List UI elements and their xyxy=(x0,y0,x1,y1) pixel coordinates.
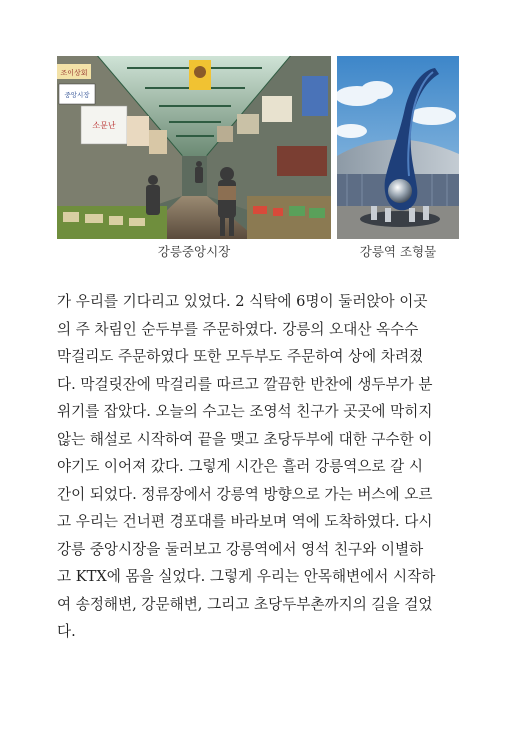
body-line: 고 KTX에 몸을 실었다. 그렇게 우리는 안목해변에서 시작하 xyxy=(57,568,436,585)
body-line: 간이 되었다. 정류장에서 강릉역 방향으로 가는 버스에 오르 xyxy=(57,485,433,503)
body-line: 여 송정해변, 강문해변, 그리고 초당두부촌까지의 길을 걸었 xyxy=(57,595,433,613)
station-photo xyxy=(337,56,459,239)
body-line: 야기도 이어져 갔다. 그렇게 시간은 흘러 강릉역으로 갈 시 xyxy=(57,458,423,475)
body-line: 다. xyxy=(57,623,76,640)
body-paragraph xyxy=(57,288,463,646)
market-photo-caption: 강릉중앙시장 xyxy=(157,244,231,259)
sign-jungang: 중앙시장 xyxy=(64,91,90,99)
body-line: 않는 해설로 시작하여 끝을 맺고 초당두부에 대한 구수한 이 xyxy=(57,430,433,448)
sign-joi: 조이상회 xyxy=(60,69,88,77)
station-sculpture-illustration xyxy=(337,56,459,239)
market-photo xyxy=(57,56,331,239)
body-line: 가 우리를 기다리고 있었다. 2 식탁에 6명이 둘러앉아 이곳 xyxy=(57,293,428,310)
body-line: 위기를 잡았다. 오늘의 수고는 조영석 친구가 곳곳에 막히지 xyxy=(57,403,433,420)
body-line: 고 우리는 건너편 경포대를 바라보며 역에 도착하였다. 다시 xyxy=(57,513,433,530)
body-line: 막걸리도 주문하였다 또한 모두부도 주문하여 상에 차려졌 xyxy=(57,348,424,365)
body-line: 의 주 차림인 순두부를 주문하였다. 강릉의 오대산 옥수수 xyxy=(57,320,419,338)
station-photo-caption: 강릉역 조형물 xyxy=(359,244,437,259)
market-photo-illustration xyxy=(57,56,331,239)
body-line: 강릉 중앙시장을 둘러보고 강릉역에서 영석 친구와 이별하 xyxy=(57,540,424,558)
body-line: 다. 막걸릿잔에 막걸리를 따르고 깔끔한 반찬에 생두부가 분 xyxy=(57,375,433,393)
sign-somunnan: 소문난 xyxy=(92,121,116,130)
